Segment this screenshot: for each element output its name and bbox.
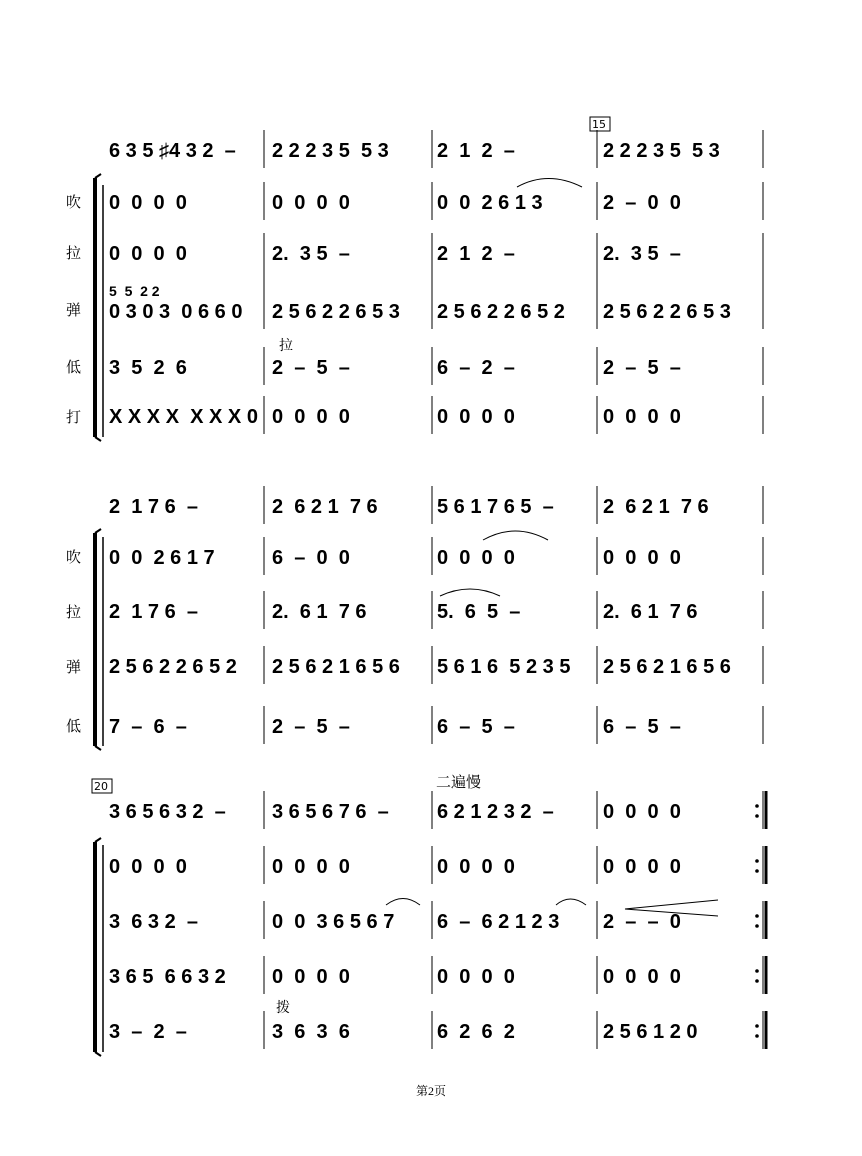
- tie-slur: [483, 531, 548, 540]
- group-bracket: [95, 437, 101, 441]
- measure-tan-1: 0 3 0 3 0 6 6 0: [109, 301, 243, 323]
- measure-la-1: 0 0 0 0: [109, 243, 187, 265]
- measure-chui-1: 0 0 0 0: [109, 192, 187, 214]
- measure-tan_top-1: 5 5 2 2: [109, 283, 160, 299]
- measure-la-1: 3 6 3 2 –: [109, 911, 198, 933]
- measure-number-20: 20: [94, 780, 108, 793]
- measure-chui-1: 0 0 0 0: [109, 856, 187, 878]
- measure-la-4: 2 – – 0: [603, 911, 681, 933]
- label-di: 低: [66, 717, 82, 735]
- tie-slur: [440, 589, 500, 596]
- measure-di-3: 6 – 2 –: [437, 357, 515, 379]
- measure-la-2: 2. 6 1 7 6: [272, 601, 367, 623]
- measure-la-3: 6 – 6 2 1 2 3: [437, 911, 560, 933]
- label-tan: 弹: [66, 301, 82, 319]
- measure-melody-4: 0 0 0 0: [603, 801, 681, 823]
- measure-di-2: 3 6 3 6: [272, 1021, 350, 1043]
- measure-melody-4: 2 2 2 3 5 5 3: [603, 140, 720, 162]
- annotation-second-time-slow: 二遍慢: [436, 773, 482, 791]
- measure-tan-3: 0 0 0 0: [437, 966, 515, 988]
- measure-chui-1: 0 0 2 6 1 7: [109, 547, 215, 569]
- measure-chui-4: 0 0 0 0: [603, 856, 681, 878]
- repeat-dot: [755, 859, 759, 863]
- measure-di-4: 2 – 5 –: [603, 357, 681, 379]
- repeat-dot: [755, 1024, 759, 1028]
- measure-tan-2: 0 0 0 0: [272, 966, 350, 988]
- label-la: 拉: [66, 603, 82, 621]
- system-3: [95, 791, 766, 1056]
- measure-da-4: 0 0 0 0: [603, 406, 681, 428]
- measure-melody-1: 6 3 5 ♯4 3 2 –: [109, 140, 236, 162]
- measure-melody-3: 5 6 1 7 6 5 –: [437, 496, 554, 518]
- measure-melody-2: 3 6 5 6 7 6 –: [272, 801, 389, 823]
- measure-da-3: 0 0 0 0: [437, 406, 515, 428]
- measure-tan-3: 5 6 1 6 5 2 3 5: [437, 656, 571, 678]
- measure-chui-4: 0 0 0 0: [603, 547, 681, 569]
- system-2: [95, 486, 763, 750]
- label-da: 打: [66, 408, 82, 426]
- label-chui: 吹: [66, 193, 82, 211]
- label-tan: 弹: [66, 658, 82, 676]
- measure-melody-3: 6 2 1 2 3 2 –: [437, 801, 554, 823]
- measure-di-4: 2 5 6 1 2 0: [603, 1021, 698, 1043]
- measure-melody-2: 2 6 2 1 7 6: [272, 496, 378, 518]
- tie-slur: [517, 179, 582, 188]
- measure-di-1: 3 5 2 6: [109, 357, 187, 379]
- measure-la-4: 2. 6 1 7 6: [603, 601, 698, 623]
- repeat-dot: [755, 914, 759, 918]
- measure-melody-2: 2 2 2 3 5 5 3: [272, 140, 389, 162]
- measure-tan-2: 2 5 6 2 1 6 5 6: [272, 656, 400, 678]
- group-bracket: [95, 174, 101, 178]
- measure-chui-4: 2 – 0 0: [603, 192, 681, 214]
- measure-di-1: 7 – 6 –: [109, 716, 187, 738]
- measure-chui-2: 0 0 0 0: [272, 856, 350, 878]
- measure-di-2: 2 – 5 –: [272, 357, 350, 379]
- group-bracket: [95, 746, 101, 750]
- measure-di-1: 3 – 2 –: [109, 1021, 187, 1043]
- page-footer: 第2页: [415, 1084, 446, 1098]
- measure-la-3: 2 1 2 –: [437, 243, 515, 265]
- measure-chui-2: 6 – 0 0: [272, 547, 350, 569]
- measure-melody-1: 2 1 7 6 –: [109, 496, 198, 518]
- measure-di-3: 6 – 5 –: [437, 716, 515, 738]
- measure-chui-3: 0 0 2 6 1 3: [437, 192, 543, 214]
- measure-tan-3: 2 5 6 2 2 6 5 2: [437, 301, 565, 323]
- label-la: 拉: [66, 244, 82, 262]
- group-bracket: [95, 838, 101, 842]
- tie-slur: [556, 899, 586, 905]
- measure-la-2: 2. 3 5 –: [272, 243, 350, 265]
- repeat-dot: [755, 804, 759, 808]
- repeat-dot: [755, 814, 759, 818]
- measure-la-4: 2. 3 5 –: [603, 243, 681, 265]
- measure-melody-3: 2 1 2 –: [437, 140, 515, 162]
- measure-number-15: 15: [592, 118, 606, 131]
- measure-da-2: 0 0 0 0: [272, 406, 350, 428]
- measure-di-3: 6 2 6 2: [437, 1021, 515, 1043]
- measure-tan-4: 2 5 6 2 2 6 5 3: [603, 301, 731, 323]
- label-chui: 吹: [66, 548, 82, 566]
- repeat-dot: [755, 969, 759, 973]
- measure-di-2: 2 – 5 –: [272, 716, 350, 738]
- measure-la-1: 2 1 7 6 –: [109, 601, 198, 623]
- measure-tan-4: 2 5 6 2 1 6 5 6: [603, 656, 731, 678]
- label-di: 低: [66, 358, 82, 376]
- measure-da-1: X X X X X X X 0: [109, 406, 258, 428]
- repeat-dot: [755, 1034, 759, 1038]
- measure-tan-1: 3 6 5 6 6 3 2: [109, 966, 226, 988]
- measure-chui-3: 0 0 0 0: [437, 547, 515, 569]
- repeat-dot: [755, 869, 759, 873]
- measure-melody-4: 2 6 2 1 7 6: [603, 496, 709, 518]
- system-1: [95, 130, 763, 441]
- measure-chui-3: 0 0 0 0: [437, 856, 515, 878]
- measure-chui-2: 0 0 0 0: [272, 192, 350, 214]
- repeat-dot: [755, 979, 759, 983]
- group-bracket: [95, 1052, 101, 1056]
- measure-di-4: 6 – 5 –: [603, 716, 681, 738]
- measure-tan-1: 2 5 6 2 2 6 5 2: [109, 656, 237, 678]
- measure-melody-1: 3 6 5 6 3 2 –: [109, 801, 226, 823]
- annotation-la: 拉: [279, 338, 293, 354]
- annotation-bo: 拨: [276, 1000, 290, 1016]
- measure-la-3: 5. 6 5 –: [437, 601, 521, 623]
- repeat-dot: [755, 924, 759, 928]
- measure-la-2: 0 0 3 6 5 6 7: [272, 911, 395, 933]
- measure-tan-2: 2 5 6 2 2 6 5 3: [272, 301, 400, 323]
- tie-slur: [386, 899, 420, 906]
- group-bracket: [95, 529, 101, 533]
- measure-tan-4: 0 0 0 0: [603, 966, 681, 988]
